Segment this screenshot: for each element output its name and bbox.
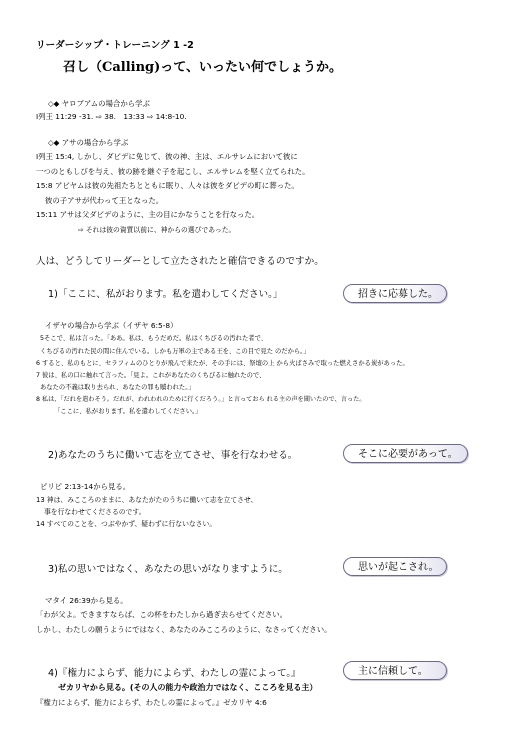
section-3-line: しかし、わたしの願うようにではなく、あなたのみこころのように、なさってください。 [36, 625, 332, 634]
series-title: リーダーシップ・トレーニング 1 -2 [36, 40, 194, 51]
asa-conclusion: ⇨ それは彼の資質以前に、神からの選びであった。 [78, 226, 236, 234]
asa-line: I列王 15:4, しかし、ダビデに免じて、彼の神、主は、エルサレムにおいて彼に [36, 152, 298, 161]
section-1-line: くちびるの汚れた民の間に住んでいる。しかも万軍の主である王を、この目で見た のだから。」 [40, 348, 310, 355]
section-1-line: あなたの不義は取り去られ、あなたの罪も贖われた。」 [40, 384, 195, 391]
asa-heading: ◇◆ アサの場合から学ぶ [48, 138, 129, 147]
section-3-title: 3)私の思いではなく、あなたの思いがなりますように。 [48, 564, 288, 575]
asa-line: 15:11 アサは父ダビデのように、主の目にかなうことを行なった。 [36, 210, 260, 219]
section-1-title: 1)「ここに、私がおります。私を遣わしてください。」 [48, 289, 283, 300]
asa-line: 一つのともしびを与え、彼の跡を継ぐ子を起こし、エルサレムを堅く立てられた。 [36, 167, 310, 176]
asa-line: 15:8 アビヤムは彼の先祖たちとともに眠り、人々は彼をダビデの町に葬った。 [36, 181, 299, 190]
section-3-badge: 思いが起こされ。 [343, 557, 447, 576]
jeroboam-reference: I列王 11:29 -31. ⇨ 38. 13:33 ⇨ 14:8-10. [36, 112, 187, 121]
section-1-line: 6 すると、私のもとに、セラフィムのひとりが飛んで来たが、その手には、祭壇の上 から火ばさみで取った燃えさかる炭があった。 [36, 360, 409, 367]
section-1-line: 7 彼は、私の口に触れて言った。「見よ。これがあなたのくちびるに触れたので、 [36, 372, 266, 379]
section-1-badge: 招きに応募した。 [343, 284, 447, 303]
section-2-line: 13 神は、みこころのままに、あなたがたのうちに働いて志を立てさせ、 [36, 496, 258, 504]
section-2-badge: そこに必要があって。 [343, 444, 468, 463]
section-2-title: 2)あなたのうちに働いて志を立てさせ、事を行なわせる。 [48, 450, 298, 461]
section-3-line: マタイ 26:39から見る。 [45, 596, 128, 605]
section-2-line: ピリピ 2:13-14から見る。 [40, 482, 131, 491]
main-question: 人は、どうしてリーダーとして立たされたと確信できるのですか。 [36, 256, 324, 267]
section-1-line: 5そこで、私は言った。「ああ。私は、もうだめだ。私はくちびるの汚れた者で、 [40, 335, 268, 342]
asa-line: 彼の子アサが代わって王となった。 [45, 196, 164, 205]
section-1-line: 8 私は、「だれを遣わそう。だれが、われわれのために行くだろう。」と言っておら れる主の声を聞いたので、言った。 [36, 396, 366, 403]
jeroboam-heading: ◇◆ ヤロブアムの場合から学ぶ [48, 99, 150, 108]
section-2-line: 14 すべてのことを、つぶやかず、疑わずに行ないなさい。 [36, 520, 217, 528]
section-4-line: ゼカリヤから見る。(その人の能力や政治力ではなく、こころを見る主） [58, 683, 318, 692]
section-1-line: イザヤの場合から学ぶ（イザヤ 6:5-8） [45, 321, 178, 330]
section-3-line: 「わが父よ。できますならば、この杯をわたしから過ぎ去らせてください。 [36, 610, 288, 619]
section-2-line: 事を行なわせてくださるのです。 [44, 508, 146, 516]
section-4-title: 4)『権力によらず、能力によらず、わたしの霊によって。』 [48, 668, 301, 679]
section-4-line: 『権力によらず、能力によらず、わたしの霊によって。』ゼカリヤ 4:6 [36, 698, 267, 707]
section-4-badge: 主に信頼して。 [343, 661, 447, 680]
page-title: 召し（Calling)って、いったい何でしょうか。 [63, 60, 343, 75]
section-1-line: 「ここに、私がおります。私を遣わしてください。」 [54, 408, 202, 415]
